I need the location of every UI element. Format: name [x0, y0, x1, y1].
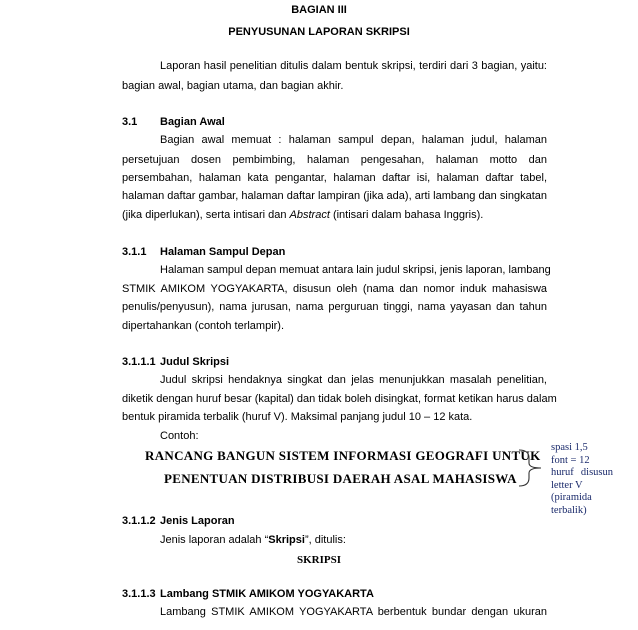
paragraph-line: Lambang STMIK AMIKOM YOGYAKARTA berbentuk bundar dengan ukuran	[160, 606, 547, 618]
section-title: Jenis Laporan	[160, 515, 235, 527]
section-number: 3.1.1.2	[122, 515, 156, 527]
example-label: Contoh:	[160, 430, 199, 442]
section-title: Bagian Awal	[160, 116, 225, 128]
intro-line-2: bagian awal, bagian utama, dan bagian akhir.	[122, 80, 344, 92]
text-run: ”, ditulis:	[304, 534, 346, 546]
chapter-number: BAGIAN III	[291, 4, 347, 16]
paragraph-line: Halaman sampul depan memuat antara lain judul skripsi, jenis laporan, lambang	[160, 264, 551, 276]
paragraph-line: persembahan, halaman kata pengantar, halaman daftar isi, halaman daftar tabel,	[122, 172, 547, 184]
report-type: Skripsi	[268, 534, 305, 546]
paragraph-line: dipertahankan (contoh terlampir).	[122, 320, 285, 332]
margin-note	[551, 442, 621, 517]
note-line: huruf disusun	[551, 467, 613, 478]
paragraph-line: diketik dengan huruf besar (kapital) dan tidak boleh disingkat, format ketikan harus dalam	[122, 393, 557, 405]
paragraph-line: penulis/penyusun), nama jurusan, nama perguruan tinggi, nama yayasan dan tahun	[122, 301, 547, 313]
section-title: Judul Skripsi	[160, 356, 230, 368]
note-line: (piramida	[551, 492, 592, 503]
paragraph-line: bentuk piramida terbalik (huruf V). Maksimal panjang judul 10 – 12 kata.	[122, 411, 473, 423]
report-type-center: SKRIPSI	[296, 554, 342, 566]
text-run: (intisari dalam bahasa Inggris).	[329, 209, 484, 221]
section-title: Halaman Sampul Depan	[160, 246, 286, 258]
paragraph-line: persetujuan dosen pembimbing, halaman pengesahan, halaman motto dan	[122, 154, 547, 166]
paragraph-line	[160, 534, 346, 546]
note-line: font = 12	[551, 454, 590, 466]
chapter-title: PENYUSUNAN LAPORAN SKRIPSI	[228, 26, 410, 38]
section-number: 3.1.1	[122, 246, 147, 258]
paragraph-line: Judul skripsi hendaknya singkat dan jelas menunjukkan masalah penelitian,	[160, 374, 547, 386]
abstract-term: Abstract	[289, 209, 330, 221]
intro-line-1: Laporan hasil penelitian ditulis dalam bentuk skripsi, terdiri dari 3 bagian, yaitu:	[160, 60, 547, 72]
section-title: Lambang STMIK AMIKOM YOGYAKARTA	[160, 588, 374, 600]
paragraph-line: halaman daftar gambar, halaman daftar lampiran (jika ada), arti lambang dan singkatan	[122, 190, 547, 202]
paragraph-line: Bagian awal memuat : halaman sampul depan, halaman judul, halaman	[160, 134, 547, 146]
section-number: 3.1.1.1	[122, 356, 156, 368]
text-run: (jika diperlukan), serta intisari dan	[122, 209, 290, 221]
note-line: spasi 1,5	[551, 442, 588, 453]
section-number: 3.1.1.3	[122, 588, 156, 600]
paragraph-line	[122, 209, 483, 221]
example-title-line-2: PENENTUAN DISTRIBUSI DAERAH ASAL MAHASISWA	[164, 471, 517, 486]
text-run: Jenis laporan adalah “	[160, 534, 269, 546]
example-title-line-1: RANCANG BANGUN SISTEM INFORMASI GEOGRAFI UNTUK	[145, 448, 541, 463]
note-line: terbalik)	[551, 504, 587, 516]
note-line: letter V	[551, 479, 583, 491]
right-brace-icon	[517, 448, 547, 488]
section-number: 3.1	[122, 116, 138, 128]
paragraph-line: STMIK AMIKOM YOGYAKARTA, disusun oleh (nama dan nomor induk mahasiswa	[122, 283, 547, 295]
